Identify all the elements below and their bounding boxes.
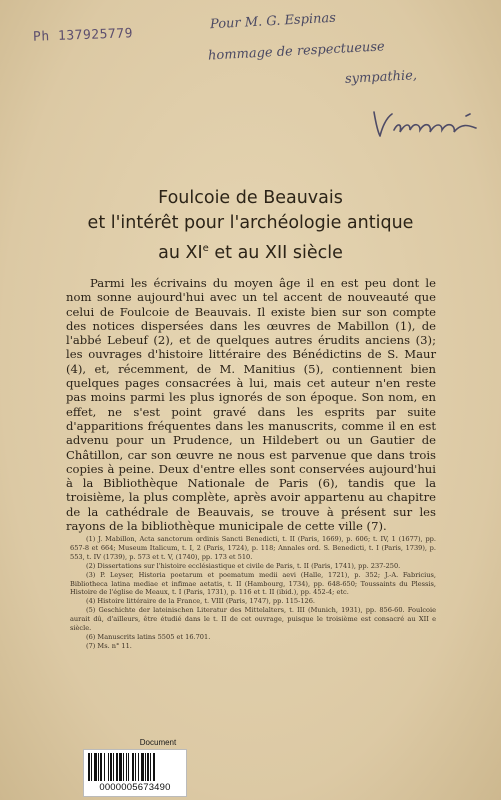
barcode-bar xyxy=(141,753,144,781)
barcode-bar xyxy=(138,753,139,781)
barcode-bar xyxy=(119,753,122,781)
barcode-number: 0000005673490 xyxy=(99,782,171,793)
footnote-1: (1) J. Mabillon, Acta sanctorum ordinis Sancti Benedicti, t. II (Paris, 1669), p. 606; t. IV, 1 (1677), pp. 657-8 et 664; Museum Italicum, t. I, 2 (Paris, 1724), p. 118; Annales ord. S. Benedicti, t. I (Paris, 1739), p. 553, t. IV (1739), p. 573 et t. V, (1740), pp. 173 et 510. xyxy=(70,535,436,561)
footnote-6: (6) Manuscrits latins 5505 et 16.701. xyxy=(86,632,211,641)
title-line-1: Foulcoie de Beauvais xyxy=(158,188,343,208)
barcode-bar xyxy=(104,753,105,781)
footnote-2: (2) Dissertations sur l'histoire ecclésiastique et civile de Paris, t. II (Paris, 1741), pp. 237-250. xyxy=(86,561,401,570)
article-title xyxy=(0,186,501,266)
barcode-bar xyxy=(98,753,99,781)
footnote-3: (3) P. Leyser, Historia poetarum et poematum medii aevi (Halle, 1721), p. 352; J.-A. Fabricius, Bibliotheca latina mediae et infimae aetatis, t. II (Hambourg, 1734), pp. 648-650; Toussaints du Plessis, Histoire de l'église de Meaux, t. I (Paris, 1731), p. 116 et t. II (ibid.), pp. 452-4; etc. xyxy=(70,570,436,597)
handwritten-dedication-line: sympathie, xyxy=(344,68,418,87)
barcode-bar xyxy=(128,753,129,781)
title-line-3: au XIe et au XII siècle xyxy=(158,242,343,263)
title-line-2: et l'intérêt pour l'archéologie antique xyxy=(87,213,414,233)
footnotes xyxy=(70,535,436,651)
footnote-7: (7) Ms. n° 11. xyxy=(86,641,132,650)
barcode-bar xyxy=(153,753,155,781)
barcode-bar xyxy=(145,753,146,781)
barcode-bar xyxy=(100,753,102,781)
footnote-5: (5) Geschichte der lateinischen Literatur des Mittelalters, t. III (Munich, 1931), pp. 856-60. Foulcoie aurait dû, d'ailleurs, être étudié dans le t. II de cet ouvrage, puisque le troisième est consacré au XII e siècle. xyxy=(70,606,436,633)
barcode-sticker xyxy=(83,749,187,797)
handwritten-dedication-line: hommage de respectueuse xyxy=(207,39,386,64)
barcode-bar xyxy=(113,753,114,781)
barcode-bar xyxy=(91,753,92,781)
barcode-label: Document xyxy=(139,738,177,747)
barcode-bar xyxy=(94,753,97,781)
barcode-bar xyxy=(88,753,90,781)
barcode-bar xyxy=(132,753,134,781)
barcode-bar xyxy=(126,753,127,781)
barcode-bar xyxy=(135,753,136,781)
body-paragraph: Parmi les écrivains du moyen âge il en est peu dont le nom sonne aujourd'hui avec un tel accent de nouveauté que celui de Foulcoie de Beauvais. Il existe bien sur son compte des notices dispersées dans les œuvres de Mabillon (1), de l'abbé Lebeuf (2), et de quelques autres érudits anciens (3); les ouvrages d'histoire littéraire des Bénédictins de S. Maur (4), et, récemment, de M. Manitius (5), contiennent bien quelques pages consacrées à lui, mais cet auteur n'en reste pas moins parmi les plus ignorés de son époque. Son nom, en effet, ne s'est point gravé dans les esprits par suite d'apparitions fréquentes dans les manuscrits, comme il en est advenu pour un Prudence, un Hildebert ou un Gautier de Châtillon, car son œuvre ne nous est parvenue que dans trois copies à peine. Deux d'entre elles sont conservées aujourd'hui à la Bibliothèque Nationale de Paris (6), tandis que la troisième, la plus complète, après avoir appartenu au chapitre de la cathédrale de Beauvais, se trouve à présent sur les rayons de la bibliothèque municipale de cette ville (7). xyxy=(66,276,436,534)
handwritten-dedication-line: Pour M. G. Espinas xyxy=(209,10,337,33)
barcode-bar xyxy=(110,753,112,781)
barcode-bar xyxy=(123,753,124,781)
barcode-bar xyxy=(147,753,149,781)
barcode-bar xyxy=(108,753,109,781)
barcode-bar xyxy=(116,753,118,781)
barcode-bar xyxy=(150,753,151,781)
shelf-mark-stamp: Ph 137925779 xyxy=(32,26,134,45)
footnote-4: (4) Histoire littéraire de la France, t. VIII (Paris, 1747), pp. 115-126. xyxy=(86,597,316,606)
handwritten-signature xyxy=(370,104,490,140)
barcode-bars xyxy=(88,753,182,781)
